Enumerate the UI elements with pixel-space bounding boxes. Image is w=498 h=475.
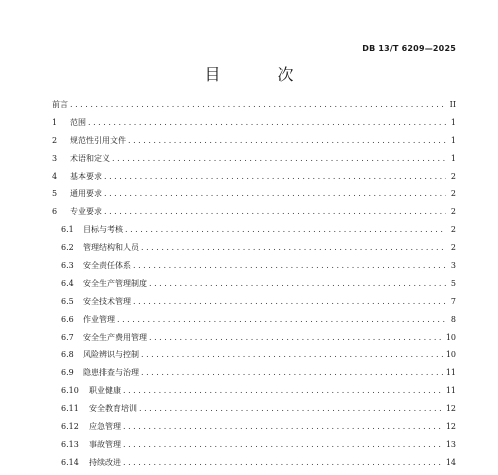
toc-entry[interactable] <box>52 385 456 403</box>
toc-entry-page: 2 <box>450 225 456 235</box>
toc-dot-leader <box>141 243 446 252</box>
toc-entry-number: 6.7 <box>61 332 74 342</box>
toc-entry-page: 1 <box>450 153 456 163</box>
toc-entry-page: 12 <box>445 422 456 432</box>
toc-entry-number: 6.12 <box>61 422 79 432</box>
toc-entry[interactable] <box>52 153 456 171</box>
toc-dot-leader <box>141 350 444 359</box>
toc-entry[interactable] <box>52 439 456 457</box>
toc-entry-label: 范围 <box>70 117 86 127</box>
toc-entry-label: 职业健康 <box>89 386 121 396</box>
toc-entry[interactable] <box>52 242 456 260</box>
toc-entry-page: 13 <box>445 439 456 449</box>
toc-entry-label: 管理结构和人员 <box>83 243 139 253</box>
toc-entry-label: 安全教育培训 <box>89 404 137 414</box>
toc-entry-number: 6.13 <box>61 439 79 449</box>
toc-entry-label: 基本要求 <box>70 171 102 181</box>
toc-dot-leader <box>139 404 444 413</box>
page-title: 目 次 <box>204 65 320 84</box>
toc-entry-number: 5 <box>52 189 58 199</box>
toc-dot-leader <box>70 100 446 109</box>
toc-dot-leader <box>123 458 444 467</box>
toc-dot-leader <box>125 225 446 234</box>
toc-dot-leader <box>112 154 446 163</box>
toc-entry-label: 隐患排查与治理 <box>83 368 139 378</box>
toc-entry-number: 4 <box>52 171 58 181</box>
toc-dot-leader <box>149 279 446 288</box>
toc-entry-number: 6.5 <box>61 296 74 306</box>
toc-entry[interactable] <box>52 171 456 189</box>
toc-entry-label: 专业要求 <box>70 207 102 217</box>
toc-entry-number: 6.6 <box>61 314 74 324</box>
toc-entry[interactable] <box>52 224 456 242</box>
toc-entry-page: 2 <box>450 243 456 253</box>
toc-entry-label: 安全生产管理制度 <box>83 278 147 288</box>
toc-entry-page: 5 <box>450 278 456 288</box>
toc-entry-number: 6.2 <box>61 243 74 253</box>
toc-entry-number: 6.10 <box>61 386 79 396</box>
toc-entry-page: 1 <box>450 135 456 145</box>
toc-dot-leader <box>123 386 444 395</box>
toc-dot-leader <box>104 207 446 216</box>
toc-entry-number: 3 <box>52 153 58 163</box>
toc-entry[interactable] <box>52 421 456 439</box>
toc-entry-label: 术语和定义 <box>70 153 110 163</box>
toc-entry-number: 1 <box>52 117 58 127</box>
toc-entry-page: 2 <box>450 189 456 199</box>
toc-dot-leader <box>133 261 446 270</box>
toc-dot-leader <box>149 333 444 342</box>
toc-dot-leader <box>104 189 446 198</box>
toc-dot-leader <box>133 297 446 306</box>
toc-entry[interactable] <box>52 296 456 314</box>
toc-entry[interactable] <box>52 135 456 153</box>
toc-entry-label: 安全责任体系 <box>83 261 131 271</box>
toc-entry-label: 安全技术管理 <box>83 296 131 306</box>
toc-entry-page: 10 <box>445 350 456 360</box>
toc-entry-label: 规范性引用文件 <box>70 135 126 145</box>
toc-dot-leader <box>128 136 446 145</box>
toc-dot-leader <box>104 172 446 181</box>
toc-entry-label: 目标与考核 <box>83 225 123 235</box>
toc-entry[interactable] <box>52 188 456 206</box>
toc-entry-page: 7 <box>450 296 456 306</box>
toc-entry[interactable] <box>52 403 456 421</box>
toc-entry-page: 11 <box>445 368 456 378</box>
toc-entry[interactable] <box>52 99 456 117</box>
toc-entry[interactable] <box>52 260 456 278</box>
toc-entry[interactable] <box>52 278 456 296</box>
toc-entry-label: 应急管理 <box>89 422 121 432</box>
toc-entry-label: 安全生产费用管理 <box>83 332 147 342</box>
toc-entry[interactable] <box>52 332 456 350</box>
toc-entry[interactable] <box>52 457 456 475</box>
toc-entry-label: 事故管理 <box>89 439 121 449</box>
table-of-contents <box>52 99 456 475</box>
toc-entry-page: 2 <box>450 207 456 217</box>
toc-entry-label: 作业管理 <box>83 314 115 324</box>
toc-dot-leader <box>141 368 444 377</box>
toc-entry-number: 6.8 <box>61 350 74 360</box>
toc-entry-number: 2 <box>52 135 58 145</box>
toc-entry-number: 6 <box>52 207 58 217</box>
toc-dot-leader <box>123 422 444 431</box>
toc-entry-label: 通用要求 <box>70 189 102 199</box>
toc-dot-leader <box>88 118 446 127</box>
toc-entry[interactable] <box>52 117 456 135</box>
toc-entry-number: 6.3 <box>61 261 74 271</box>
toc-entry-number: 6.11 <box>61 404 79 414</box>
toc-entry-page: II <box>449 100 456 109</box>
toc-entry-number: 6.4 <box>61 278 74 288</box>
toc-entry[interactable] <box>52 349 456 367</box>
toc-entry[interactable] <box>52 314 456 332</box>
toc-entry-page: 1 <box>450 117 456 127</box>
toc-entry-page: 11 <box>445 386 456 396</box>
standard-code: DB 13/T 6209—2025 <box>362 44 456 53</box>
toc-entry-label: 前言 <box>52 100 68 109</box>
toc-dot-leader <box>123 440 444 449</box>
toc-entry-label: 持续改进 <box>89 457 121 467</box>
toc-entry[interactable] <box>52 367 456 385</box>
toc-entry-number: 6.9 <box>61 368 74 378</box>
toc-entry-number: 6.14 <box>61 457 79 467</box>
toc-entry[interactable] <box>52 206 456 224</box>
toc-dot-leader <box>117 315 446 324</box>
toc-entry-number: 6.1 <box>61 225 74 235</box>
toc-entry-page: 10 <box>445 332 456 342</box>
toc-entry-page: 8 <box>450 314 456 324</box>
toc-entry-label: 风险辨识与控制 <box>83 350 139 360</box>
toc-entry-page: 3 <box>450 261 456 271</box>
toc-entry-page: 14 <box>445 457 456 467</box>
toc-entry-page: 12 <box>445 404 456 414</box>
toc-entry-page: 2 <box>450 171 456 181</box>
